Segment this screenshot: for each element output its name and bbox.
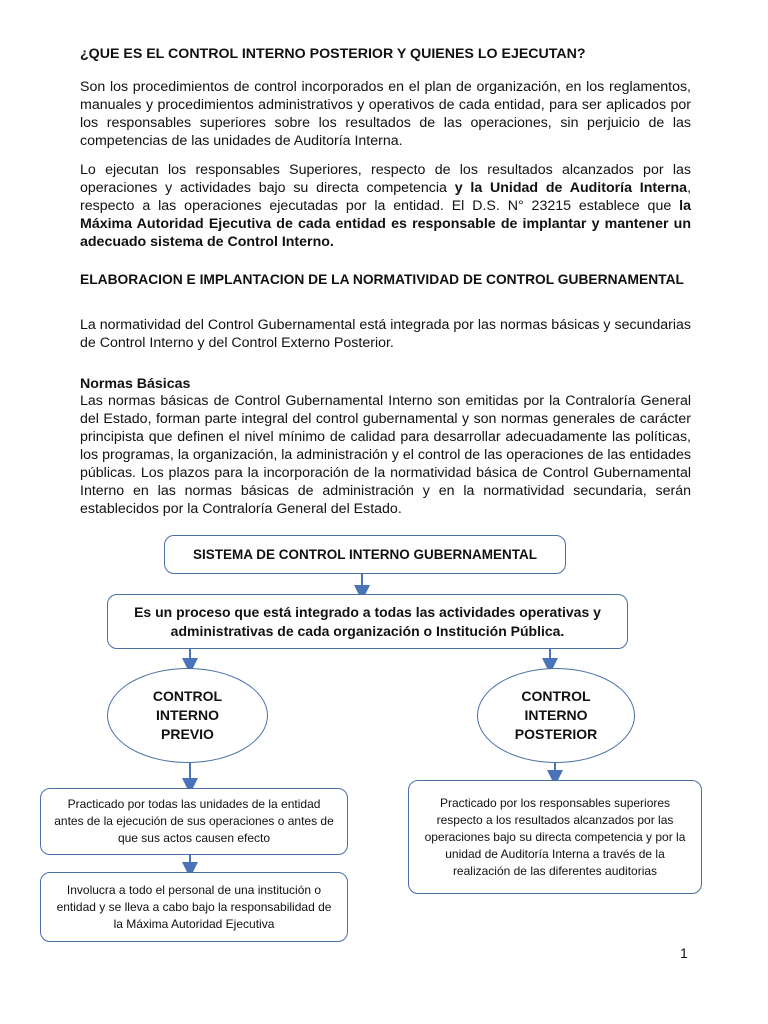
diagram-title-box — [164, 535, 566, 574]
ellipse-control-previo — [107, 668, 268, 763]
heading-control-interno-posterior: ¿QUE ES EL CONTROL INTERNO POSTERIOR Y QUIENES LO EJECUTAN? — [80, 46, 586, 62]
previo-line-3: PREVIO — [161, 726, 214, 742]
previo-line-2: INTERNO — [156, 707, 219, 723]
paragraph-normas-basicas: Las normas básicas de Control Gubernamental Interno son emitidas por la Contraloría General del Estado, forman parte integral del control gubernamental y son normas generales de carácter principista que definen el nivel mínimo de calidad para desarrollar adecuadamente las políticas, los programas, la organización, la administración y el control de las operaciones de las entidades públicas. Los plazos para la incorporación de la normatividad básica de Control Gubernamental Interno en las normas básicas de administración y en la normatividad secundaria, serán establecidos por la Contraloría General del Estado. — [80, 393, 691, 517]
heading-elaboracion: ELABORACION E IMPLANTACION DE LA NORMATIVIDAD DE CONTROL GUBERNAMENTAL — [80, 272, 684, 287]
posterior-line-3: POSTERIOR — [514, 726, 598, 742]
executors-text-c: , respecto a las operaciones ejecutadas por la entidad. El D.S. N° 23215 establece que — [80, 180, 692, 214]
posterior-line-2: INTERNO — [524, 707, 588, 723]
paragraph-normatividad: La normatividad del Control Gubernamental está integrada por las normas básicas y secundarias de Control Interno y del Control Externo Posterior. — [80, 317, 691, 351]
previo-line-1: CONTROL — [152, 688, 223, 704]
diagram-title: SISTEMA DE CONTROL INTERNO GUBERNAMENTAL — [193, 547, 537, 562]
page-number: 1 — [680, 945, 688, 961]
diagram-process-text: Es un proceso que está integrado a todas las actividades operativas y administrativas de cada organización o Institución Pública. — [134, 603, 601, 639]
executors-text-d: la Máxima Autoridad Ejecutiva de cada entidad es responsable de implantar y mantener un adecuado sistema de Control Interno. — [80, 198, 691, 250]
executors-text-a: Lo ejecutan los responsables Superiores, respecto de los resultados alcanzados por las operaciones y actividades bajo su directa competencia — [80, 162, 691, 196]
executors-text-b: y la Unidad de Auditoría Interna — [454, 180, 688, 196]
previo-responsibility-text: Involucra a todo el personal de una institución o entidad y se lleva a cabo bajo la responsabilidad de la Máxima Autoridad Ejecutiva — [56, 882, 332, 931]
posterior-description-text: Practicado por los responsables superiores respecto a los resultados alcanzados por las operaciones bajo su directa competencia y por la unidad de Auditoría Interna a través de la realización de las diferentes auditorias — [424, 795, 686, 878]
paragraph-definition: Son los procedimientos de control incorporados en el plan de organización, en los reglamentos, manuales y procedimientos administrativos y operativos de cada entidad, para ser aplicados por los responsables superiores sobre los resultados de las operaciones, sin perjuicio de las competencias de las unidades de Auditoría Interna. — [80, 79, 691, 149]
box-previo-description — [40, 788, 348, 855]
box-previo-responsibility — [40, 872, 348, 942]
posterior-line-1: CONTROL — [521, 688, 591, 704]
subheading-normas-basicas: Normas Básicas — [80, 376, 191, 392]
box-posterior-description — [408, 780, 702, 894]
diagram-process-box — [107, 594, 628, 649]
previo-description-text: Practicado por todas las unidades de la entidad antes de la ejecución de sus operaciones o antes de que sus actos causen efecto — [54, 797, 334, 845]
ellipse-control-posterior — [477, 668, 635, 763]
